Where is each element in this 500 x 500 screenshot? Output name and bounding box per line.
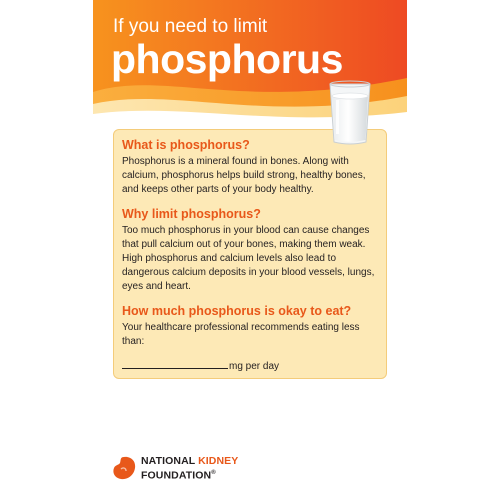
limit-unit: mg per day — [229, 361, 280, 372]
page-title: phosphorus — [111, 36, 343, 82]
section-how-much — [122, 304, 378, 372]
org-name-kidney: KIDNEY — [198, 455, 239, 467]
section-heading: How much phosphorus is okay to eat? — [122, 304, 352, 318]
section-body: Phosphorus is a mineral found in bones. Along with calcium, phosphorus helps build strong, healthy bones, and keeps other parts of your body healthy. — [122, 156, 366, 195]
kidney-logo-icon — [111, 455, 137, 481]
section-why — [122, 207, 378, 294]
section-body: Your healthcare professional recommends eating less than: — [122, 322, 360, 347]
handout-card — [93, 0, 407, 500]
registered-mark: ® — [211, 470, 216, 476]
org-name-national: NATIONAL — [141, 455, 199, 467]
org-name — [141, 455, 238, 482]
section-heading: Why limit phosphorus? — [122, 207, 261, 221]
pre-title: If you need to limit — [113, 16, 268, 37]
nkf-logo — [111, 455, 238, 482]
milk-glass-icon — [327, 80, 373, 151]
section-body: Too much phosphorus in your blood can cause changes that pull calcium out of your bones, making them weak. High phosphorus and calcium levels also lead to dangerous calcium deposits in your blood vessels, lungs, eyes and heart. — [122, 225, 375, 292]
limit-blank-field[interactable] — [122, 368, 228, 369]
info-box — [113, 129, 387, 379]
org-name-foundation: FOUNDATION — [141, 469, 212, 482]
section-heading: What is phosphorus? — [122, 138, 250, 152]
limit-fill-line — [122, 361, 378, 372]
